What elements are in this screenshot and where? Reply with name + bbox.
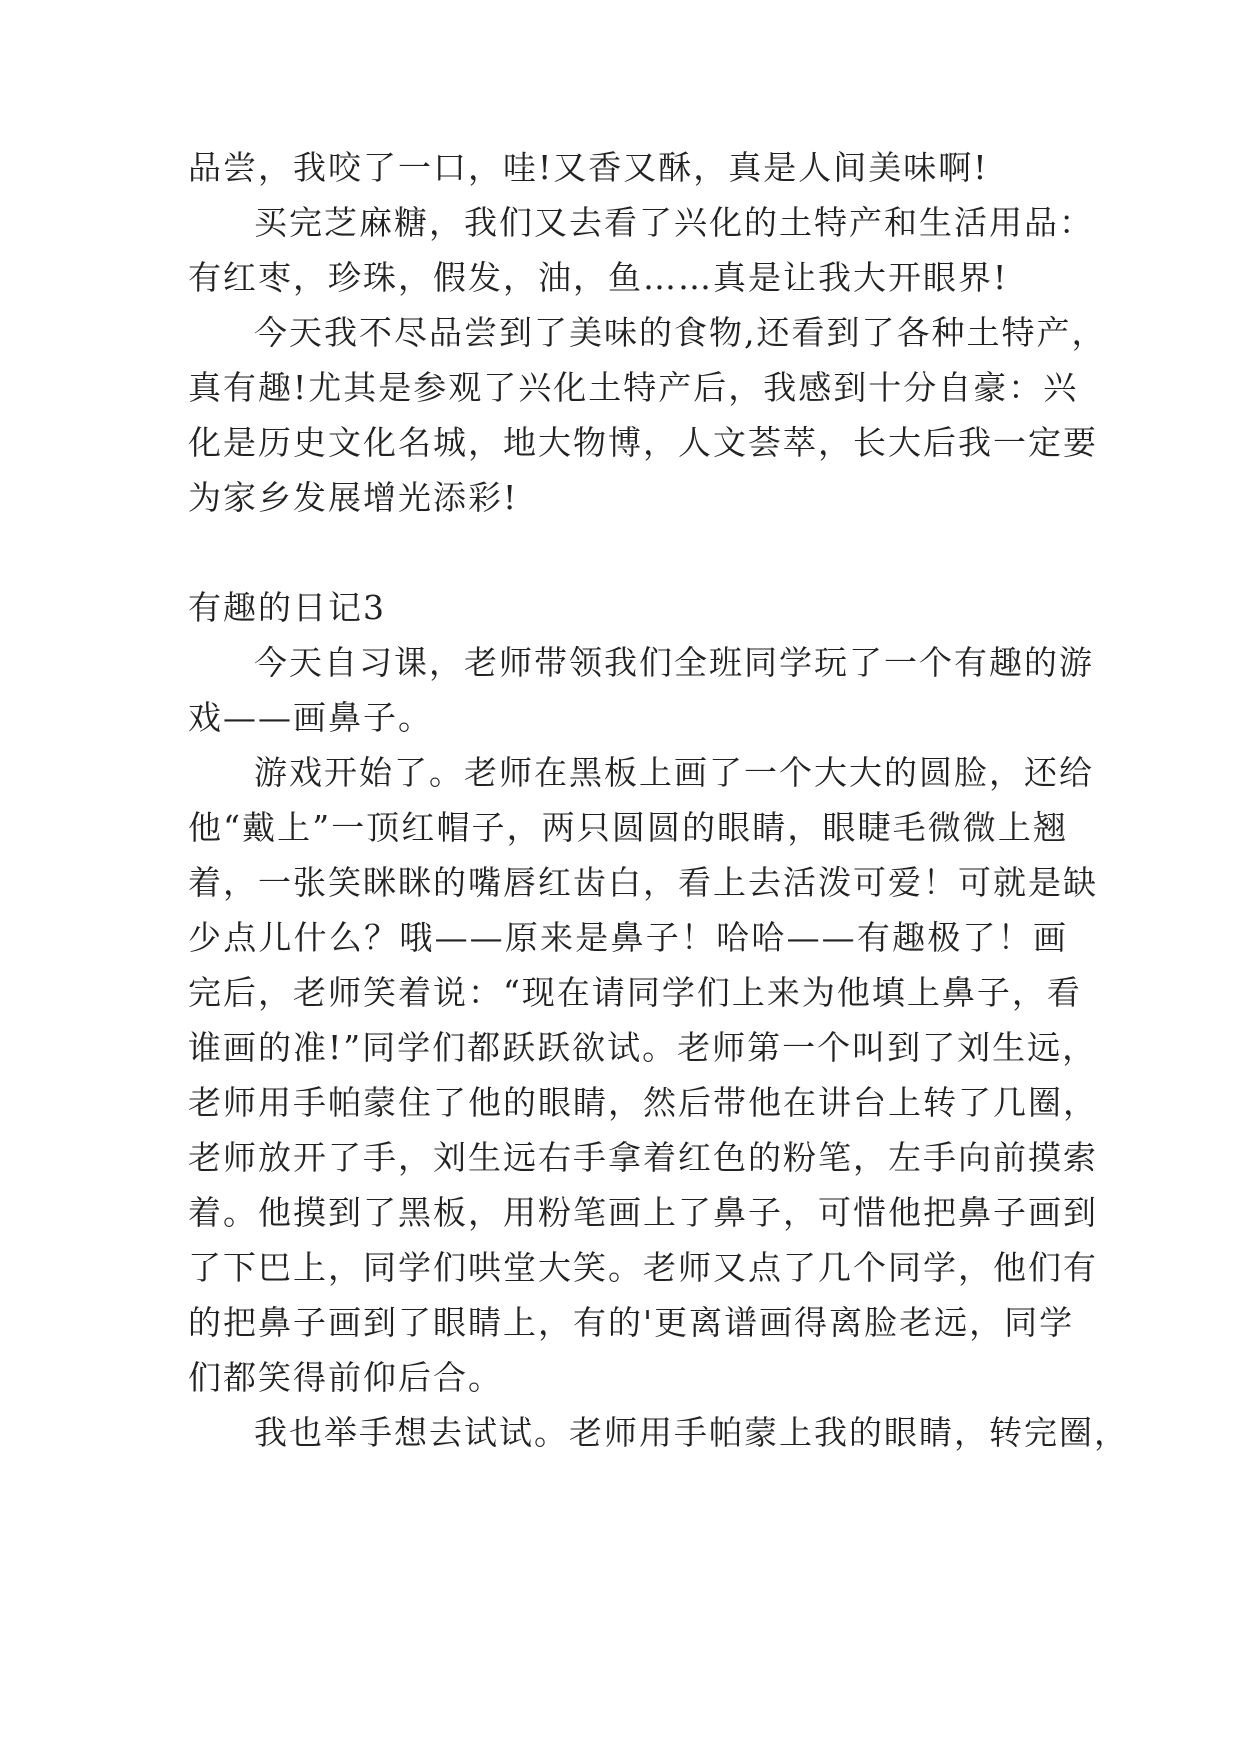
text-line: 有红枣，珍珠，假发，油，鱼……真是让我大开眼界! [188,258,1009,297]
text-line: 完后，老师笑着说：“现在请同学们上来为他填上鼻子，看 [188,973,1082,1012]
text-line: 少点儿什么？哦——原来是鼻子！哈哈——有趣极了！画 [188,918,1068,957]
text-line: 着。他摸到了黑板，用粉笔画上了鼻子，可惜他把鼻子画到 [188,1193,1098,1232]
text-line: 谁画的准!”同学们都跃跃欲试。老师第一个叫到了刘生远， [188,1028,1098,1067]
text-line: 戏——画鼻子。 [188,698,433,737]
text-line: 今天我不尽品尝到了美味的食物,还看到了各种土特产， [254,313,1107,352]
text-line: 今天自习课，老师带领我们全班同学玩了一个有趣的游 [254,643,1094,682]
text-line: 着，一张笑眯眯的嘴唇红齿白，看上去活泼可爱！可就是缺 [188,863,1098,902]
text-line: 我也举手想去试试。老师用手帕蒙上我的眼睛，转完圈， [254,1413,1129,1452]
text-line: 化是历史文化名城，地大物博，人文荟萃，长大后我一定要 [188,423,1098,462]
text-line: 老师用手帕蒙住了他的眼睛，然后带他在讲台上转了几圈， [188,1083,1098,1122]
text-line: 为家乡发展增光添彩! [188,478,519,517]
text-line: 老师放开了手，刘生远右手拿着红色的粉笔，左手向前摸索 [188,1138,1098,1177]
text-line: 游戏开始了。老师在黑板上画了一个大大的圆脸，还给 [254,753,1094,792]
text-line: 们都笑得前仰后合。 [188,1358,503,1397]
text-line: 的把鼻子画到了眼睛上，有的'更离谱画得离脸老远，同学 [188,1303,1075,1342]
text-line: 了下巴上，同学们哄堂大笑。老师又点了几个同学，他们有 [188,1248,1098,1287]
text-line: 他“戴上”一顶红帽子，两只圆圆的眼睛，眼睫毛微微上翘 [188,808,1068,847]
text-line: 买完芝麻糖，我们又去看了兴化的土特产和生活用品： [254,203,1094,242]
section-heading: 有趣的日记3 [188,588,386,627]
text-line: 真有趣!尤其是参观了兴化土特产后，我感到十分自豪：兴 [188,368,1079,407]
text-line: 品尝，我咬了一口，哇!又香又酥，真是人间美味啊! [188,148,989,187]
